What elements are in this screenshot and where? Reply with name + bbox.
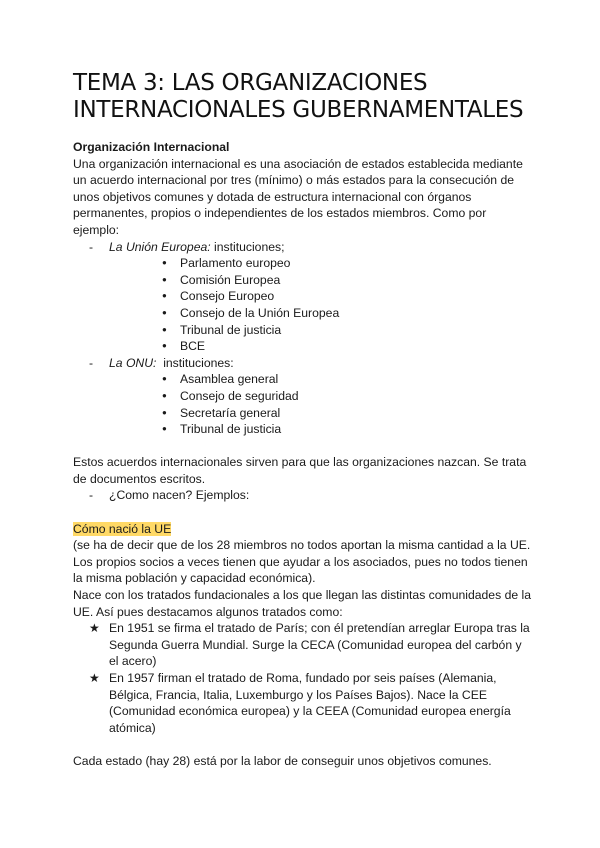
spacer	[73, 736, 533, 753]
list-item: ● Secretaría general	[73, 405, 533, 422]
document-body	[73, 139, 533, 770]
examples-list	[73, 239, 533, 256]
treaties-intro-paragraph: Nace con los tratados fundacionales a los que llegan las distintas comunidades de la UE. Así pues destacamos algunos tratados como:	[73, 588, 531, 619]
example-suffix: instituciones:	[156, 355, 234, 370]
list-item: ● Asamblea general	[73, 371, 533, 388]
treaty-text: En 1951 se firma el tratado de París; con él pretendían arreglar Europa tras la Segunda Guerra Mundial. Surge la CECA (Comunidad europea del carbón y el acero)	[109, 621, 530, 669]
spacer	[73, 438, 533, 455]
list-item: ● Tribunal de justicia	[73, 421, 533, 438]
section-heading-organizacion: Organización Internacional	[73, 140, 230, 154]
title-line-2: INTERNACIONALES GUBERNAMENTALES	[73, 97, 524, 123]
page-title	[73, 70, 543, 124]
question-list	[73, 487, 533, 504]
closing-paragraph: Cada estado (hay 28) está por la labor de conseguir unos objetivos comunes.	[73, 753, 492, 768]
example-ue	[73, 239, 533, 256]
treaties-list	[73, 620, 533, 736]
note-paragraph: (se ha de decir que de los 28 miembros no todos aportan la misma cantidad a la UE. Los propios socios a veces tienen que ayudar a los asociados, pues no todos tienen la misma población y capacidad económica).	[73, 538, 531, 586]
onu-institutions-list	[73, 371, 533, 437]
list-item: ● BCE	[73, 338, 533, 355]
title-line-1: TEMA 3: LAS ORGANIZACIONES	[73, 70, 428, 96]
list-item: ● Consejo de seguridad	[73, 388, 533, 405]
example-name: La Unión Europea:	[109, 239, 211, 254]
treaty-text: En 1957 firman el tratado de Roma, fundado por seis países (Alemania, Bélgica, Francia, Italia, Luxemburgo y los Países Bajos). Nace la CEE (Comunidad económica europea) y la CEEA (Comunidad europea energía atómica)	[109, 671, 511, 735]
star-icon: ★	[89, 621, 100, 636]
highlighted-heading: Cómo nació la UE	[73, 521, 172, 536]
list-item: ● Consejo de la Unión Europea	[73, 305, 533, 322]
list-item: ● Consejo Europeo	[73, 288, 533, 305]
ue-institutions-list	[73, 255, 533, 355]
intro-paragraph: Una organización internacional es una asociación de estados establecida mediante un acuerdo internacional por tres (mínimo) o más estados para la consecución de unos objetivos comunes y dotada de estructura internacional con órganos permanentes, propios o independientes de los estados miembros. Como por ejemplo:	[73, 156, 523, 237]
example-name: La ONU:	[109, 355, 157, 370]
example-onu	[73, 355, 533, 372]
spacer	[73, 504, 533, 521]
list-item	[73, 670, 533, 736]
agreements-paragraph: Estos acuerdos internacionales sirven para que las organizaciones nazcan. Se trata de documentos escritos.	[73, 455, 527, 486]
star-icon: ★	[89, 671, 100, 685]
section-heading-ue	[73, 521, 533, 538]
list-item: ● Tribunal de justicia	[73, 322, 533, 339]
question-item: - ¿Como nacen? Ejemplos:	[73, 487, 533, 504]
examples-list-2	[73, 355, 533, 372]
list-item: ● Parlamento europeo	[73, 255, 533, 272]
list-item	[73, 620, 533, 670]
list-item: ● Comisión Europea	[73, 272, 533, 289]
example-suffix: instituciones;	[210, 239, 285, 254]
